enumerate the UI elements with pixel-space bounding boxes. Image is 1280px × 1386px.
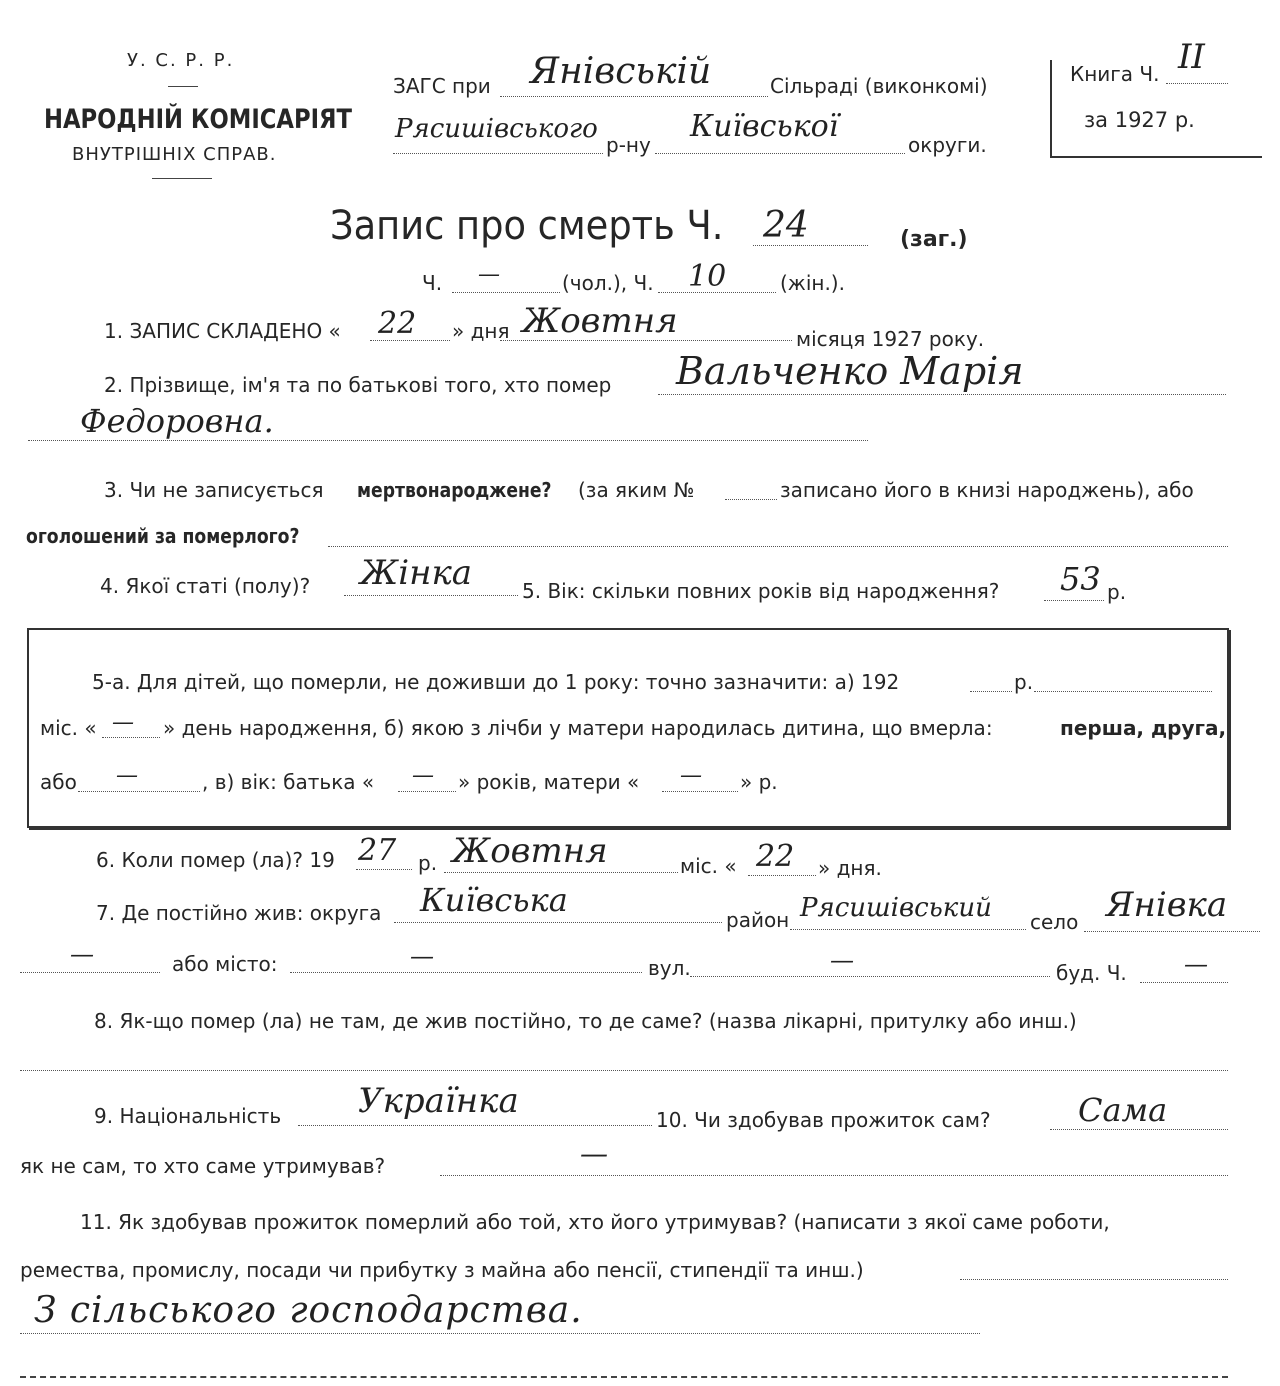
- field-11-line-2: ремества, промислу, посади чи прибутку з майна або пенсії, стипендії та инш.): [20, 1258, 864, 1282]
- field-8-label: 8. Як-що помер (ла) не там, де жив постійно, то де саме? (назва лікарні, притулку або инш.): [94, 1009, 1077, 1033]
- field-1-day: 22: [378, 306, 417, 341]
- field-8-line: [20, 1070, 1228, 1071]
- infant-line-1-fill: [1034, 691, 1212, 692]
- field-10-line: [1050, 1129, 1228, 1130]
- field-11-bottom-rule: [20, 1376, 1228, 1378]
- village-council-line: [500, 96, 768, 97]
- header-divider-bottom: [152, 178, 212, 179]
- infant-line-1: 5-а. Для дітей, що померли, не доживши до 1 року: точно зазначити: а) 192: [92, 670, 900, 694]
- field-4-label: 4. Якої статі (полу)?: [100, 574, 311, 598]
- field-7-dash-4: —: [1184, 950, 1208, 978]
- male-label: (чол.), Ч.: [562, 271, 654, 295]
- field-11-line-3: [20, 1333, 980, 1334]
- field-3-line-2: [328, 546, 1228, 547]
- okruha-suffix: округи.: [908, 133, 987, 157]
- field-10-value: Сама: [1078, 1091, 1168, 1129]
- field-6-day: 22: [756, 839, 795, 874]
- field-7-dash-3: —: [830, 946, 854, 974]
- field-7-okruha-line: [394, 922, 722, 923]
- field-5-value: 53: [1060, 560, 1101, 598]
- male-count-label: Ч.: [422, 271, 443, 295]
- okruha-line: [655, 153, 905, 154]
- field-5-line: [1044, 600, 1104, 601]
- council-label: Сільраді (виконкомі): [770, 74, 988, 98]
- district-line: [393, 153, 603, 154]
- district-value: Рясишівського: [395, 114, 598, 144]
- female-count-value: 10: [688, 259, 727, 294]
- field-3-part-2: (за яким №: [578, 478, 695, 502]
- field-6-year-line: [356, 869, 412, 870]
- infant-line-3-a: або: [40, 770, 77, 794]
- field-7-rayon-label: район: [726, 908, 790, 932]
- republic-label: У. С. Р. Р.: [127, 50, 235, 71]
- book-label: Книга Ч.: [1070, 62, 1160, 86]
- district-suffix: р-ну: [606, 133, 651, 157]
- male-count-line: [452, 292, 560, 293]
- field-11-value: З сільського господарства.: [34, 1290, 583, 1331]
- field-5-suffix: р.: [1107, 580, 1127, 604]
- infant-year-line: [970, 691, 1012, 692]
- field-4-value: Жінка: [360, 553, 473, 593]
- field-7-bud-label: буд. Ч.: [1056, 961, 1127, 985]
- field-2-value-2: Федоровна.: [80, 402, 274, 440]
- field-6-label: 6. Коли помер (ла)? 19: [96, 848, 335, 872]
- field-3-part-3: записано його в книзі народжень), або: [780, 478, 1194, 502]
- field-2-line-1: [658, 394, 1226, 395]
- infant-line-3-d: » р.: [740, 770, 778, 794]
- female-label: (жін.).: [780, 271, 845, 295]
- field-7-misto-line: [290, 972, 642, 973]
- field-10b-label: як не сам, то хто саме утримував?: [20, 1154, 386, 1178]
- infant-line-2-b: » день народження, б) якою з лічби у матери народилась дитина, що вмерла:: [163, 716, 993, 740]
- field-5-label: 5. Вік: скільки повних років від народження?: [522, 579, 1000, 603]
- record-suffix: (заг.): [900, 227, 968, 252]
- field-1-suffix: місяця 1927 року.: [796, 327, 985, 351]
- field-3-part-1: 3. Чи не записується: [104, 478, 324, 502]
- field-6-month-line: [444, 872, 678, 873]
- field-7-dash-2: —: [410, 942, 434, 970]
- infant-mother-dash: —: [680, 763, 702, 788]
- field-7-rayon-line: [790, 929, 1026, 930]
- book-year: за 1927 р.: [1084, 108, 1195, 132]
- infant-line-2-bold: перша, друга,: [1060, 716, 1227, 740]
- field-7-selo: Янівка: [1106, 885, 1228, 925]
- field-6-mis: міс. «: [680, 854, 737, 878]
- field-7-bud-line: [1140, 982, 1228, 983]
- field-9-line: [298, 1125, 652, 1126]
- infant-line-2-a: міс. «: [40, 716, 97, 740]
- infant-line-3-c: » років, матери «: [458, 770, 640, 794]
- book-number-line: [1166, 83, 1228, 84]
- infant-father-line: [398, 791, 456, 792]
- infant-line-3-b: , в) вік: батька «: [202, 770, 375, 794]
- field-1-label: 1. ЗАПИС СКЛАДЕНО «: [104, 319, 341, 343]
- infant-month-line: [102, 737, 160, 738]
- field-6-end: » дня.: [818, 856, 882, 880]
- field-7-selo-line: [1084, 931, 1260, 932]
- field-1-mid: » дня: [452, 319, 510, 343]
- okruha-value: Київської: [690, 109, 839, 144]
- record-title: Запис про смерть Ч.: [330, 203, 724, 249]
- field-9-label: 9. Національність: [94, 1104, 282, 1128]
- field-10b-line: [440, 1175, 1228, 1176]
- field-3-declared-dead: оголошений за померлого?: [26, 524, 300, 548]
- field-7-vul-label: вул.: [648, 956, 691, 980]
- infant-mother-line: [662, 791, 738, 792]
- zags-label: ЗАГС при: [393, 74, 491, 98]
- field-7-rayon: Рясишівський: [800, 893, 992, 923]
- village-council-value: Янівській: [530, 51, 712, 92]
- field-7-dash-1: —: [70, 940, 94, 968]
- field-1-month: Жовтня: [522, 301, 678, 341]
- field-2-line-2: [28, 440, 868, 441]
- field-6-year: 27: [358, 833, 397, 868]
- record-number: 24: [763, 205, 809, 246]
- field-9-value: Українка: [358, 1081, 519, 1121]
- male-count-value: —: [478, 262, 500, 287]
- field-7-selo-label: село: [1030, 910, 1079, 934]
- field-11-line-2-fill: [960, 1279, 1228, 1280]
- book-number: II: [1178, 37, 1205, 77]
- commissariat-title: НАРОДНІЙ КОМІСАРІЯТ: [44, 104, 352, 135]
- field-7-okruha: Київська: [420, 881, 568, 919]
- infant-order-dash: —: [116, 763, 138, 788]
- field-3-number-line: [725, 499, 777, 500]
- field-2-label: 2. Прізвище, ім'я та по батькові того, хто помер: [104, 373, 612, 397]
- infant-order-line: [78, 791, 200, 792]
- infant-line-1-end: р.: [1014, 670, 1034, 694]
- commissariat-subtitle: ВНУТРІШНІХ СПРАВ.: [72, 144, 277, 165]
- field-10b-value: —: [580, 1137, 608, 1170]
- field-7-vul-line: [690, 976, 1050, 977]
- infant-month-dash: —: [112, 710, 134, 735]
- field-10-label: 10. Чи здобував прожиток сам?: [656, 1108, 991, 1132]
- header-divider: [168, 86, 198, 87]
- infant-father-dash: —: [412, 763, 434, 788]
- field-11-line-1: 11. Як здобував прожиток померлий або той, хто його утримував? (написати з якої саме роботи,: [80, 1210, 1110, 1234]
- field-7-label: 7. Де постійно жив: округа: [96, 901, 382, 925]
- field-6-month: Жовтня: [452, 831, 608, 871]
- field-2-value-1: Вальченко Марія: [676, 349, 1024, 393]
- field-4-line: [344, 595, 518, 596]
- field-7-line-2a: [20, 972, 160, 973]
- field-3-stillborn: мертвонароджене?: [357, 478, 552, 502]
- field-7-misto-label: або місто:: [172, 952, 278, 976]
- field-6-r: р.: [418, 851, 438, 875]
- field-6-day-line: [748, 875, 816, 876]
